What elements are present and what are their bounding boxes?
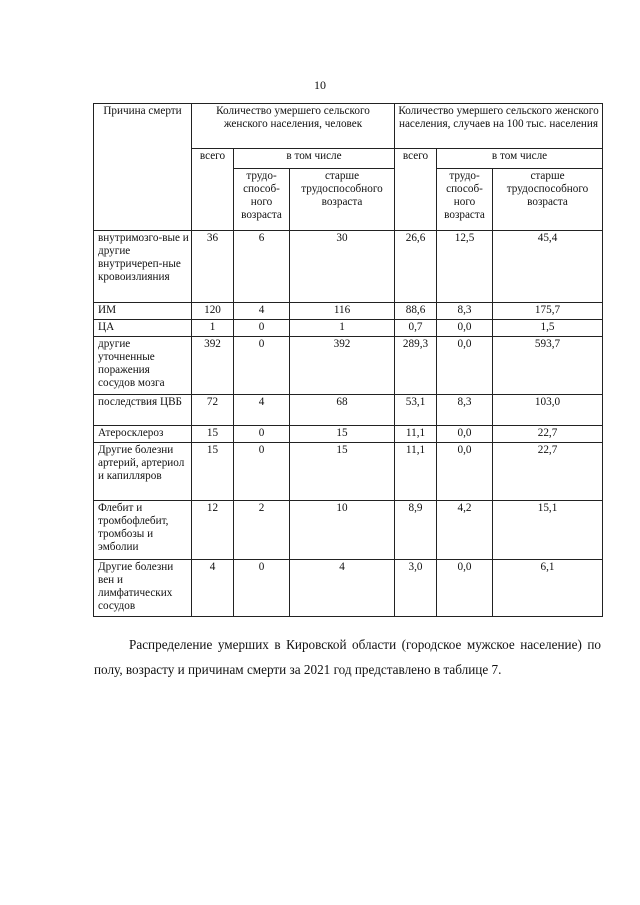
row-older: 4	[290, 560, 395, 617]
row-total: 4	[192, 560, 234, 617]
header-count-including: в том числе	[234, 149, 395, 169]
header-count-group: Количество умершего сельского женского населения, человек	[192, 104, 395, 149]
table-row	[94, 501, 603, 560]
row-older: 116	[290, 303, 395, 320]
row-cause: Флебит и тромбофлебит, тромбозы и эмболии	[94, 501, 192, 560]
row-rate-total: 0,7	[395, 320, 437, 337]
row-total: 392	[192, 337, 234, 395]
row-rate-older: 15,1	[493, 501, 603, 560]
row-older: 68	[290, 395, 395, 426]
table-row	[94, 303, 603, 320]
row-rate-working: 8,3	[437, 303, 493, 320]
header-rate-total: всего	[395, 149, 437, 231]
row-rate-older: 103,0	[493, 395, 603, 426]
header-rate-working-age: трудо-способ-ного возраста	[437, 169, 493, 231]
row-cause: последствия ЦВБ	[94, 395, 192, 426]
row-rate-working: 0,0	[437, 443, 493, 501]
row-rate-total: 11,1	[395, 426, 437, 443]
row-rate-working: 4,2	[437, 501, 493, 560]
row-older: 1	[290, 320, 395, 337]
row-working: 0	[234, 337, 290, 395]
header-rate-group: Количество умершего сельского женского населения, случаев на 100 тыс. населения	[395, 104, 603, 149]
row-total: 12	[192, 501, 234, 560]
row-cause: ЦА	[94, 320, 192, 337]
row-total: 72	[192, 395, 234, 426]
row-rate-older: 593,7	[493, 337, 603, 395]
row-rate-older: 6,1	[493, 560, 603, 617]
row-working: 0	[234, 426, 290, 443]
row-total: 15	[192, 426, 234, 443]
row-older: 30	[290, 231, 395, 303]
row-older: 10	[290, 501, 395, 560]
row-rate-working: 8,3	[437, 395, 493, 426]
row-rate-total: 3,0	[395, 560, 437, 617]
row-working: 4	[234, 303, 290, 320]
page-number: 10	[314, 78, 326, 92]
header-count-total: всего	[192, 149, 234, 231]
table-row	[94, 426, 603, 443]
header-rate-older-age: старше трудоспособного возраста	[493, 169, 603, 231]
row-rate-older: 1,5	[493, 320, 603, 337]
row-rate-working: 12,5	[437, 231, 493, 303]
row-rate-working: 0,0	[437, 426, 493, 443]
header-rate-including: в том числе	[437, 149, 603, 169]
header-count-older-age: старше трудоспособного возраста	[290, 169, 395, 231]
row-older: 15	[290, 426, 395, 443]
row-rate-older: 45,4	[493, 231, 603, 303]
row-working: 2	[234, 501, 290, 560]
row-working: 4	[234, 395, 290, 426]
row-rate-total: 289,3	[395, 337, 437, 395]
row-rate-working: 0,0	[437, 337, 493, 395]
row-rate-total: 8,9	[395, 501, 437, 560]
row-working: 0	[234, 560, 290, 617]
table-row	[94, 443, 603, 501]
row-rate-older: 175,7	[493, 303, 603, 320]
row-total: 1	[192, 320, 234, 337]
table-row	[94, 320, 603, 337]
row-older: 392	[290, 337, 395, 395]
row-total: 36	[192, 231, 234, 303]
row-cause: другие уточненные поражения сосудов мозга	[94, 337, 192, 395]
row-older: 15	[290, 443, 395, 501]
row-rate-older: 22,7	[493, 443, 603, 501]
row-rate-working: 0,0	[437, 320, 493, 337]
body-paragraph: Распределение умерших в Кировской области (городское мужское население) по полу, возрасту и причинам смерти за 2021 год представлено в таблице 7.	[94, 637, 601, 677]
row-rate-total: 26,6	[395, 231, 437, 303]
row-total: 120	[192, 303, 234, 320]
table-row	[94, 560, 603, 617]
row-working: 0	[234, 320, 290, 337]
row-cause: Атеросклероз	[94, 426, 192, 443]
row-working: 0	[234, 443, 290, 501]
row-cause: Другие болезни вен и лимфатических сосудов	[94, 560, 192, 617]
row-total: 15	[192, 443, 234, 501]
table-row	[94, 231, 603, 303]
table-row	[94, 337, 603, 395]
row-rate-older: 22,7	[493, 426, 603, 443]
table-row	[94, 395, 603, 426]
row-rate-total: 11,1	[395, 443, 437, 501]
header-cause: Причина смерти	[94, 104, 192, 231]
mortality-table	[93, 103, 603, 617]
row-rate-total: 53,1	[395, 395, 437, 426]
row-rate-working: 0,0	[437, 560, 493, 617]
header-count-working-age: трудо-способ-ного возраста	[234, 169, 290, 231]
row-cause: Другие болезни артерий, артериол и капилляров	[94, 443, 192, 501]
row-working: 6	[234, 231, 290, 303]
row-cause: ИМ	[94, 303, 192, 320]
row-cause: внутримозго-вые и другие внутричереп-ные кровоизлияния	[94, 231, 192, 303]
row-rate-total: 88,6	[395, 303, 437, 320]
